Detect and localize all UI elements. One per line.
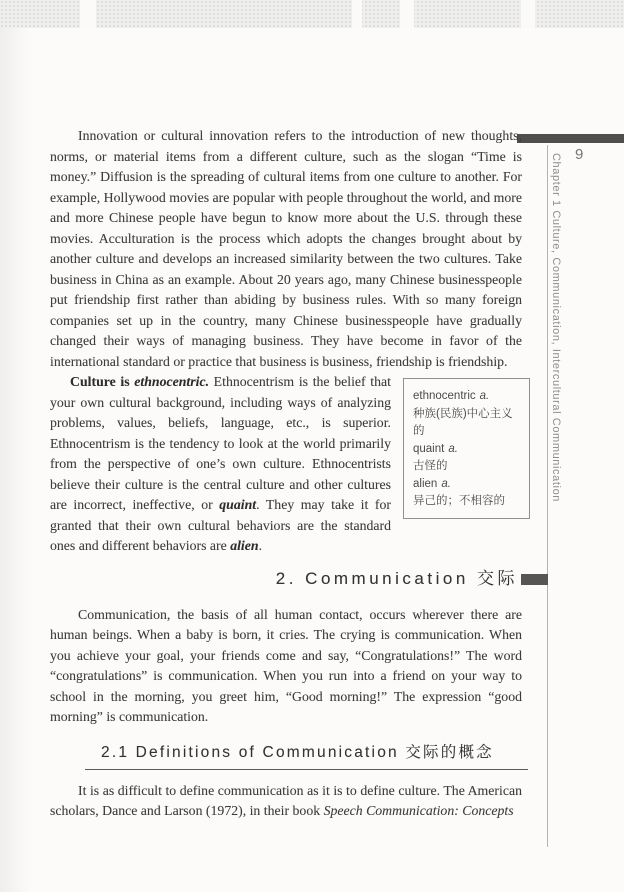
top-edge-strip	[0, 0, 624, 28]
section-heading-text: 2. Communication 交际	[275, 568, 518, 588]
vocab-word: quaint	[413, 442, 445, 455]
subsection-heading-definitions: 2.1 Definitions of Communication 交际的概念	[85, 742, 528, 770]
vocab-entry	[413, 443, 458, 473]
sidebar-divider	[547, 145, 548, 847]
vocab-definition: 异己的；不相容的	[413, 495, 505, 507]
page-number: 9	[575, 146, 584, 163]
vocab-pos: a.	[441, 477, 451, 490]
strip-gap	[521, 0, 535, 28]
strip-gap	[80, 0, 96, 28]
vocab-word: ethnocentric	[413, 390, 476, 402]
vocab-box	[403, 378, 530, 519]
term-alien: alien	[230, 538, 259, 553]
term-quaint: quaint	[219, 497, 257, 512]
paragraph-definitions	[50, 781, 522, 822]
paragraph-text: It is as difficult to define communication as it is to define culture. The American scholars, Dance and Larson (1972), in their book	[50, 782, 522, 818]
paragraph-text: . They may take it for granted that their own cultural behaviors are the standard ones and different behaviors are	[50, 497, 391, 553]
header-rule-bar	[517, 134, 624, 143]
vocab-pos: a.	[479, 390, 490, 402]
vocab-word: alien	[413, 477, 438, 490]
chapter-title-vertical: Chapter 1 Culture, Communication, Intercultural Communication	[550, 153, 562, 503]
vocab-entry	[413, 478, 505, 508]
section-heading-communication	[50, 567, 548, 591]
strip-gap	[352, 0, 362, 28]
paragraph-text: .	[258, 538, 263, 553]
content-column	[50, 126, 522, 822]
vocab-definition: 古怪的	[413, 460, 448, 472]
vocab-pos: a.	[448, 442, 458, 455]
bold-lead: Culture is	[70, 374, 135, 389]
vocab-definition: 种族(民族)中心主义的	[413, 407, 513, 437]
section-heading-bar	[521, 574, 548, 585]
book-title-italic: Speech Communication: Concepts	[323, 803, 514, 818]
strip-gap	[400, 0, 414, 28]
term-ethnocentric: ethnocentric.	[134, 374, 210, 389]
paragraph-text: Ethnocentrism is the belief that your own cultural background, including ways of analyzing problems, values, beliefs, language, etc., is superior. Ethnocentrism is the tendency to look at the world primarily from the perspective of one’s own culture. Ethnocentrists believe their culture is the central culture and other cultures are incorrect, ineffective, or	[50, 374, 391, 512]
paragraph-innovation: Innovation or cultural innovation refers to the introduction of new thoughts, norms, or material items from a different culture, such as the slogan “Time is money.” Diffusion is the spreading of cultural items from one culture to another. For example, Hollywood movies are popular with people throughout the world, and more and more Chinese people have begun to know more about the U.S. through these movies. Acculturation is the process which adopts the changes brought about by another culture and develops an increased similarity between the two cultures. Take business in China as an example. About 20 years ago, many Chinese businesspeople put friendship first rather than abiding by business rules. With so many foreign companies set up in the country, many Chinese businesspeople have gradually changed their ways of managing business. They have become in favor of the international standard or practice that business is business, friendship is friendship.	[50, 128, 522, 369]
vocab-entry	[413, 390, 513, 437]
paragraph-ethnocentrism	[50, 372, 522, 557]
paragraph-communication: Communication, the basis of all human contact, occurs wherever there are human beings. When a baby is born, it cries. The crying is communication. When you achieve your goal, your friends come and say, “Congratulations!” The word “congratulations” is communication. When you run into a friend on your way to school in the morning, you greet him, “Good morning!” The expression “good morning” is communication.	[50, 606, 522, 724]
